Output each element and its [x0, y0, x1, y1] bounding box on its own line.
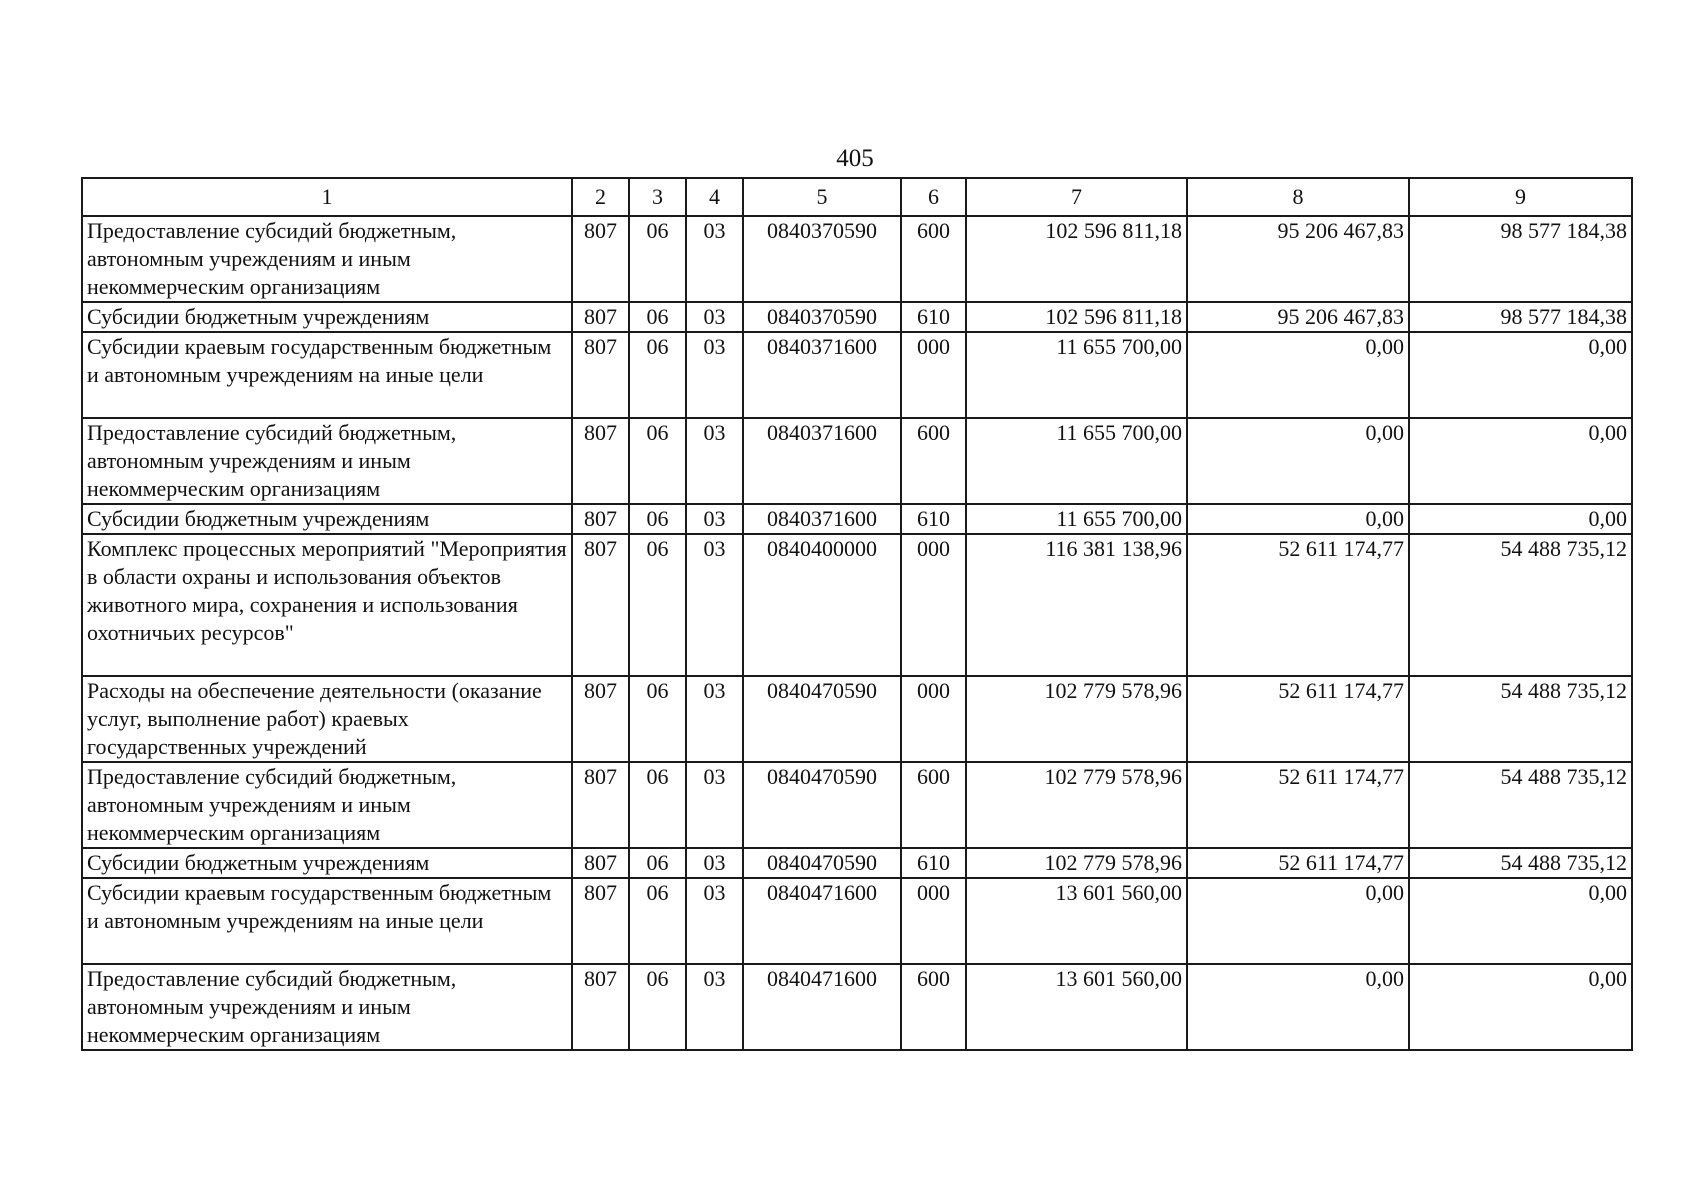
table-row: [82, 676, 1632, 762]
column-header: 7: [966, 178, 1187, 216]
cell-col5: 0840370590: [743, 302, 901, 332]
cell-col9: 54 488 735,12: [1409, 534, 1632, 676]
cell-col7: 11 655 700,00: [966, 504, 1187, 534]
cell-col2: 807: [572, 848, 629, 878]
cell-col7: 102 596 811,18: [966, 302, 1187, 332]
table-row: [82, 878, 1632, 964]
cell-col4: 03: [686, 504, 743, 534]
cell-col3: 06: [629, 216, 686, 302]
cell-col8: 0,00: [1187, 418, 1409, 504]
cell-col7: 116 381 138,96: [966, 534, 1187, 676]
cell-col2: 807: [572, 504, 629, 534]
cell-col2: 807: [572, 762, 629, 848]
cell-col3: 06: [629, 534, 686, 676]
row-name: Расходы на обеспечение деятельности (оказание услуг, выполнение работ) краевых государственных учреждений: [82, 676, 572, 762]
cell-col5: 0840470590: [743, 762, 901, 848]
cell-col5: 0840371600: [743, 332, 901, 418]
column-header: 4: [686, 178, 743, 216]
cell-col6: 000: [901, 676, 966, 762]
cell-col5: 0840371600: [743, 418, 901, 504]
column-header: 6: [901, 178, 966, 216]
cell-col3: 06: [629, 848, 686, 878]
row-name: Предоставление субсидий бюджетным, автономным учреждениям и иным некоммерческим организациям: [82, 762, 572, 848]
row-name: Предоставление субсидий бюджетным, автономным учреждениям и иным некоммерческим организациям: [82, 964, 572, 1050]
column-header: 2: [572, 178, 629, 216]
cell-col2: 807: [572, 302, 629, 332]
row-name: Субсидии бюджетным учреждениям: [82, 848, 572, 878]
cell-col8: 52 611 174,77: [1187, 676, 1409, 762]
cell-col2: 807: [572, 418, 629, 504]
table-row: [82, 848, 1632, 878]
cell-col9: 0,00: [1409, 332, 1632, 418]
budget-table: [81, 177, 1633, 1051]
cell-col8: 95 206 467,83: [1187, 302, 1409, 332]
cell-col8: 52 611 174,77: [1187, 848, 1409, 878]
column-header: 5: [743, 178, 901, 216]
column-header: 1: [82, 178, 572, 216]
cell-col4: 03: [686, 878, 743, 964]
cell-col4: 03: [686, 676, 743, 762]
cell-col6: 600: [901, 418, 966, 504]
cell-col4: 03: [686, 964, 743, 1050]
table-row: [82, 762, 1632, 848]
cell-col4: 03: [686, 332, 743, 418]
cell-col5: 0840471600: [743, 964, 901, 1050]
cell-col6: 600: [901, 964, 966, 1050]
cell-col8: 0,00: [1187, 878, 1409, 964]
cell-col2: 807: [572, 878, 629, 964]
cell-col7: 102 779 578,96: [966, 848, 1187, 878]
cell-col4: 03: [686, 302, 743, 332]
cell-col6: 000: [901, 534, 966, 676]
cell-col3: 06: [629, 418, 686, 504]
cell-col5: 0840371600: [743, 504, 901, 534]
cell-col2: 807: [572, 676, 629, 762]
row-name: Субсидии краевым государственным бюджетным и автономным учреждениям на иные цели: [82, 878, 572, 964]
cell-col3: 06: [629, 878, 686, 964]
cell-col5: 0840370590: [743, 216, 901, 302]
cell-col8: 95 206 467,83: [1187, 216, 1409, 302]
cell-col3: 06: [629, 964, 686, 1050]
cell-col2: 807: [572, 332, 629, 418]
cell-col2: 807: [572, 534, 629, 676]
table-row: [82, 418, 1632, 504]
cell-col7: 102 779 578,96: [966, 762, 1187, 848]
row-name: Субсидии бюджетным учреждениям: [82, 504, 572, 534]
cell-col4: 03: [686, 534, 743, 676]
cell-col7: 13 601 560,00: [966, 878, 1187, 964]
cell-col9: 0,00: [1409, 964, 1632, 1050]
row-name: Предоставление субсидий бюджетным, автономным учреждениям и иным некоммерческим организациям: [82, 216, 572, 302]
cell-col3: 06: [629, 762, 686, 848]
cell-col4: 03: [686, 762, 743, 848]
cell-col3: 06: [629, 676, 686, 762]
cell-col6: 610: [901, 848, 966, 878]
cell-col6: 610: [901, 302, 966, 332]
cell-col5: 0840470590: [743, 848, 901, 878]
cell-col2: 807: [572, 964, 629, 1050]
table-row: [82, 964, 1632, 1050]
cell-col7: 102 596 811,18: [966, 216, 1187, 302]
cell-col5: 0840471600: [743, 878, 901, 964]
header-row: [82, 178, 1632, 216]
table-row: [82, 332, 1632, 418]
cell-col9: 54 488 735,12: [1409, 676, 1632, 762]
cell-col9: 98 577 184,38: [1409, 216, 1632, 302]
cell-col9: 54 488 735,12: [1409, 848, 1632, 878]
cell-col5: 0840400000: [743, 534, 901, 676]
cell-col9: 0,00: [1409, 878, 1632, 964]
table-row: [82, 302, 1632, 332]
cell-col4: 03: [686, 848, 743, 878]
column-header: 8: [1187, 178, 1409, 216]
row-name: Субсидии бюджетным учреждениям: [82, 302, 572, 332]
cell-col2: 807: [572, 216, 629, 302]
cell-col8: 0,00: [1187, 332, 1409, 418]
cell-col6: 000: [901, 332, 966, 418]
cell-col7: 11 655 700,00: [966, 332, 1187, 418]
cell-col7: 13 601 560,00: [966, 964, 1187, 1050]
cell-col3: 06: [629, 332, 686, 418]
cell-col6: 000: [901, 878, 966, 964]
cell-col8: 52 611 174,77: [1187, 534, 1409, 676]
cell-col5: 0840470590: [743, 676, 901, 762]
cell-col3: 06: [629, 504, 686, 534]
cell-col6: 610: [901, 504, 966, 534]
row-name: Комплекс процессных мероприятий "Мероприятия в области охраны и использования объектов животного мира, сохранения и использования охотничьих ресурсов": [82, 534, 572, 676]
cell-col7: 102 779 578,96: [966, 676, 1187, 762]
cell-col9: 98 577 184,38: [1409, 302, 1632, 332]
table-row: [82, 504, 1632, 534]
cell-col8: 52 611 174,77: [1187, 762, 1409, 848]
cell-col3: 06: [629, 302, 686, 332]
cell-col6: 600: [901, 216, 966, 302]
cell-col6: 600: [901, 762, 966, 848]
cell-col4: 03: [686, 216, 743, 302]
column-header: 3: [629, 178, 686, 216]
cell-col9: 0,00: [1409, 504, 1632, 534]
table-row: [82, 216, 1632, 302]
row-name: Предоставление субсидий бюджетным, автономным учреждениям и иным некоммерческим организациям: [82, 418, 572, 504]
cell-col8: 0,00: [1187, 964, 1409, 1050]
table-row: [82, 534, 1632, 676]
row-name: Субсидии краевым государственным бюджетным и автономным учреждениям на иные цели: [82, 332, 572, 418]
page-number: 405: [836, 145, 874, 172]
cell-col4: 03: [686, 418, 743, 504]
cell-col8: 0,00: [1187, 504, 1409, 534]
cell-col7: 11 655 700,00: [966, 418, 1187, 504]
cell-col9: 0,00: [1409, 418, 1632, 504]
cell-col9: 54 488 735,12: [1409, 762, 1632, 848]
column-header: 9: [1409, 178, 1632, 216]
